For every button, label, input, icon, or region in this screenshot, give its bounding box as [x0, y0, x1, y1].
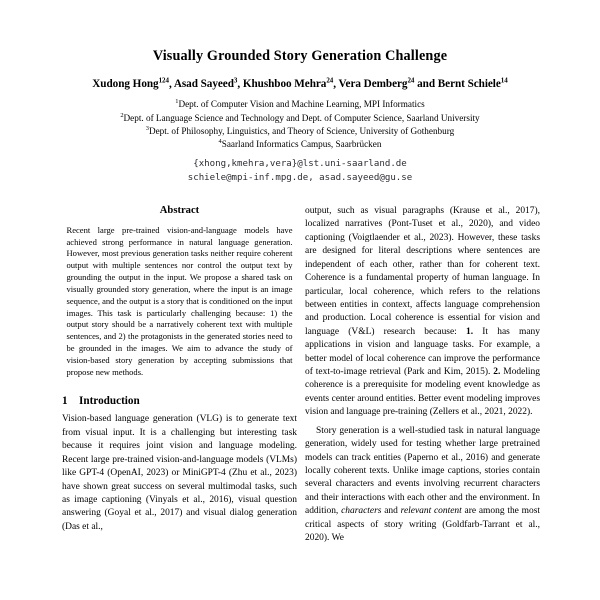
affiliation-item	[0, 98, 600, 111]
introduction-heading	[62, 394, 297, 408]
affiliation-text: Dept. of Language Science and Technology and Dept. of Computer Science, Saarland University	[123, 112, 480, 123]
page-title: Visually Grounded Story Generation Challenge	[152, 48, 448, 64]
introduction-section	[62, 394, 297, 534]
affiliation-marker: 1	[175, 98, 179, 106]
abstract-body	[67, 225, 293, 379]
affiliation-marker: 4	[218, 137, 222, 145]
affiliation-item	[0, 125, 600, 138]
right-column-paragraph-1: output, such as visual paragraphs (Krause et al., 2017), localized narratives (Pont-Tuset et al., 2020), and video captioning (Voigtlaender et al., 2023). However, these tasks are designed for literal descriptions where sentences are independent of each other, rather than for coherent text. Coherence is a fundamental property of human language. In particular, local coherence, which refers to the relations between entities in context, affects language comprehension and production. Local coherence is essential for vision and language (V&L) research because: 1. It has many applications in vision and language tasks. For example, a better model of local coherence can improve the performance of text-to-image retrieval (Park and Kim, 2015). 2. Modeling coherence is a prerequisite for modeling event knowledge as events center around entities. Better event modeling improves vision and language pre-training (Zellers et al., 2021, 2022).	[305, 206, 540, 418]
author-list: Xudong Hong$^{124}$, Asad Sayeed$^3$, Khushboo Mehra$^{24}$, Vera Demberg$^{24}$ and Bernt Schiele$^{14}$	[92, 76, 508, 91]
affiliation-item	[0, 138, 600, 151]
section-number: 1	[62, 395, 68, 408]
affiliation-item	[0, 112, 600, 125]
introduction-paragraph: Vision-based language generation (VLG) is to generate text from visual input. It is a challenging but interesting task because it requires joint vision and language modeling. Recent large pre-trained vision-and-language models (VLMs) like GPT-4 (OpenAI, 2023) or MiniGPT-4 (Zhu et al., 2023) have shown great success on several multimodal tasks, such as image captioning (Vinyals et al., 2016), visual question answering (Goyal et al., 2017) and visual dialog generation (Das et al.,	[62, 414, 297, 532]
section-title: Introduction	[79, 395, 140, 408]
email-address[interactable]: {xhong,kmehra,vera}@lst.uni-saarland.de	[193, 158, 407, 169]
affiliation-list	[0, 98, 600, 150]
paper-header	[0, 0, 600, 186]
abstract-paragraph: Recent large pre-trained vision-and-language models have achieved strong performance in natural language generation. However, most previous generation tasks neither require coherent output with multiple sentences nor control the output text by grounding the output in the input. We propose a shared task on visually grounded story generation, where the input is an image sequence, and the output is a story that is conditioned on the input images. This task is particularly challenging because: 1) the output story should be a narratively coherent text with multiple sentences, and 2) the protagonists in the generated stories need to be grounded in the images. We aim to advance the study of vision-based story generation by accepting submissions that propose new methods.	[66, 224, 293, 377]
affiliation-text: Saarland Informatics Campus, Saarbrücken	[221, 138, 382, 149]
affiliation-text: Dept. of Philosophy, Linguistics, and Theory of Science, University of Gothenburg	[148, 125, 455, 136]
affiliation-marker: 3	[145, 124, 149, 132]
body-columns	[0, 205, 600, 600]
affiliation-text: Dept. of Computer Vision and Machine Learning, MPI Informatics	[178, 99, 425, 110]
abstract-heading: Abstract	[159, 205, 200, 216]
column-left	[62, 205, 297, 600]
email-address[interactable]: schiele@mpi-inf.mpg.de, asad.sayeed@gu.se	[187, 173, 413, 184]
email-list	[0, 157, 600, 186]
right-column-paragraph-2: Story generation is a well-studied task in natural language generation, widely used for testing whether large pretrained models can track entities (Paperno et al., 2016) and generate locally coherent texts. Unlike image captions, stories contain several characters and events involving recurrent characters and their interactions with each other and the environment. In addition, characters and relevant content are among the most critical aspects of story writing (Goldfarb-Tarrant et al., 2020). We	[305, 425, 540, 544]
affiliation-marker: 2	[120, 111, 124, 119]
column-right	[305, 205, 540, 600]
